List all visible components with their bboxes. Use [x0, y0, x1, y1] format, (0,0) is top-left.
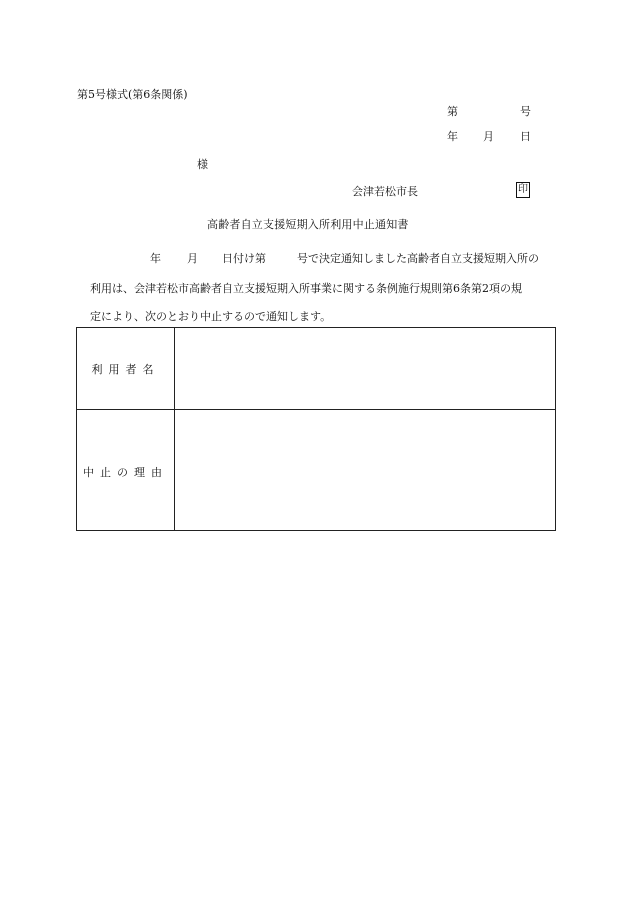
- document-title: 高齢者自立支援短期入所利用中止通知書: [207, 218, 409, 231]
- cancellation-reason-label: 中止の理由: [83, 466, 168, 479]
- info-table: [76, 327, 556, 531]
- date-day-label: 日: [520, 130, 531, 143]
- user-name-field[interactable]: [175, 328, 555, 409]
- form-number: 第5号様式(第6条関係): [77, 88, 188, 101]
- date-month-label: 月: [483, 130, 494, 143]
- body-line-2: 利用は、会津若松市高齢者自立支援短期入所事業に関する条例施行規則第6条第2項の規: [90, 282, 522, 295]
- cancellation-reason-field[interactable]: [175, 410, 555, 530]
- body-year-label: 年: [150, 252, 161, 265]
- document-number-suffix: 号: [520, 105, 531, 118]
- document-number-prefix: 第: [447, 105, 458, 118]
- issuer-name: 会津若松市長: [352, 185, 418, 198]
- date-year-label: 年: [447, 130, 458, 143]
- recipient-honorific: 様: [197, 158, 208, 171]
- body-line-1: 号で決定通知しました高齢者自立支援短期入所の: [297, 252, 539, 265]
- user-name-label: 利用者名: [91, 363, 160, 376]
- body-line-3: 定により、次のとおり中止するので通知します。: [90, 310, 332, 323]
- body-date-number-label: 日付け第: [222, 252, 266, 265]
- seal-mark: 印: [516, 182, 530, 198]
- body-month-label: 月: [187, 252, 198, 265]
